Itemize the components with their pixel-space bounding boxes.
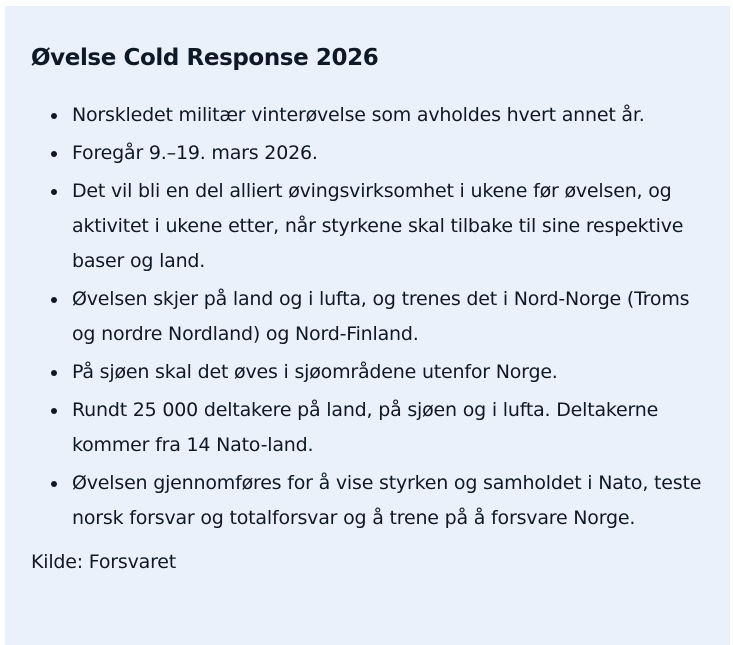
list-item-text: Det vil bli en del alliert øvingsvirksomhet i ukene før øvelsen, og aktivitet i ukene etter, når styrkene skal tilbake til sine respektive baser og land.	[72, 180, 684, 272]
source-credit: Kilde: Forsvaret	[31, 551, 177, 573]
list-item-text: Øvelsen skjer på land og i lufta, og trenes det i Nord-Norge (Troms og nordre Nordland) og Nord-Finland.	[72, 288, 690, 345]
list-item	[31, 355, 704, 390]
list-item-text: Rundt 25 000 deltakere på land, på sjøen og i lufta. Deltakerne kommer fra 14 Nato-land.	[72, 399, 659, 456]
list-item-text: Norskledet militær vinterøvelse som avholdes hvert annet år.	[72, 104, 645, 126]
bullet-icon	[51, 113, 57, 119]
list-item	[31, 282, 704, 352]
fact-box-title: Øvelse Cold Response 2026	[31, 45, 379, 71]
list-item-text: På sjøen skal det øves i sjøområdene utenfor Norge.	[72, 361, 558, 383]
bullet-icon	[51, 408, 57, 414]
fact-list	[31, 98, 704, 536]
list-item	[31, 393, 704, 463]
list-item	[31, 136, 704, 171]
bullet-icon	[51, 189, 57, 195]
list-item	[31, 466, 704, 536]
fact-box	[5, 6, 730, 645]
bullet-icon	[51, 481, 57, 487]
bullet-icon	[51, 151, 57, 157]
list-item	[31, 174, 704, 279]
list-item-text: Øvelsen gjennomføres for å vise styrken og samholdet i Nato, teste norsk forsvar og totalforsvar og å trene på å forsvare Norge.	[72, 472, 702, 529]
bullet-icon	[51, 297, 57, 303]
list-item-text: Foregår 9.–19. mars 2026.	[72, 142, 318, 164]
list-item	[31, 98, 704, 133]
bullet-icon	[51, 370, 57, 376]
